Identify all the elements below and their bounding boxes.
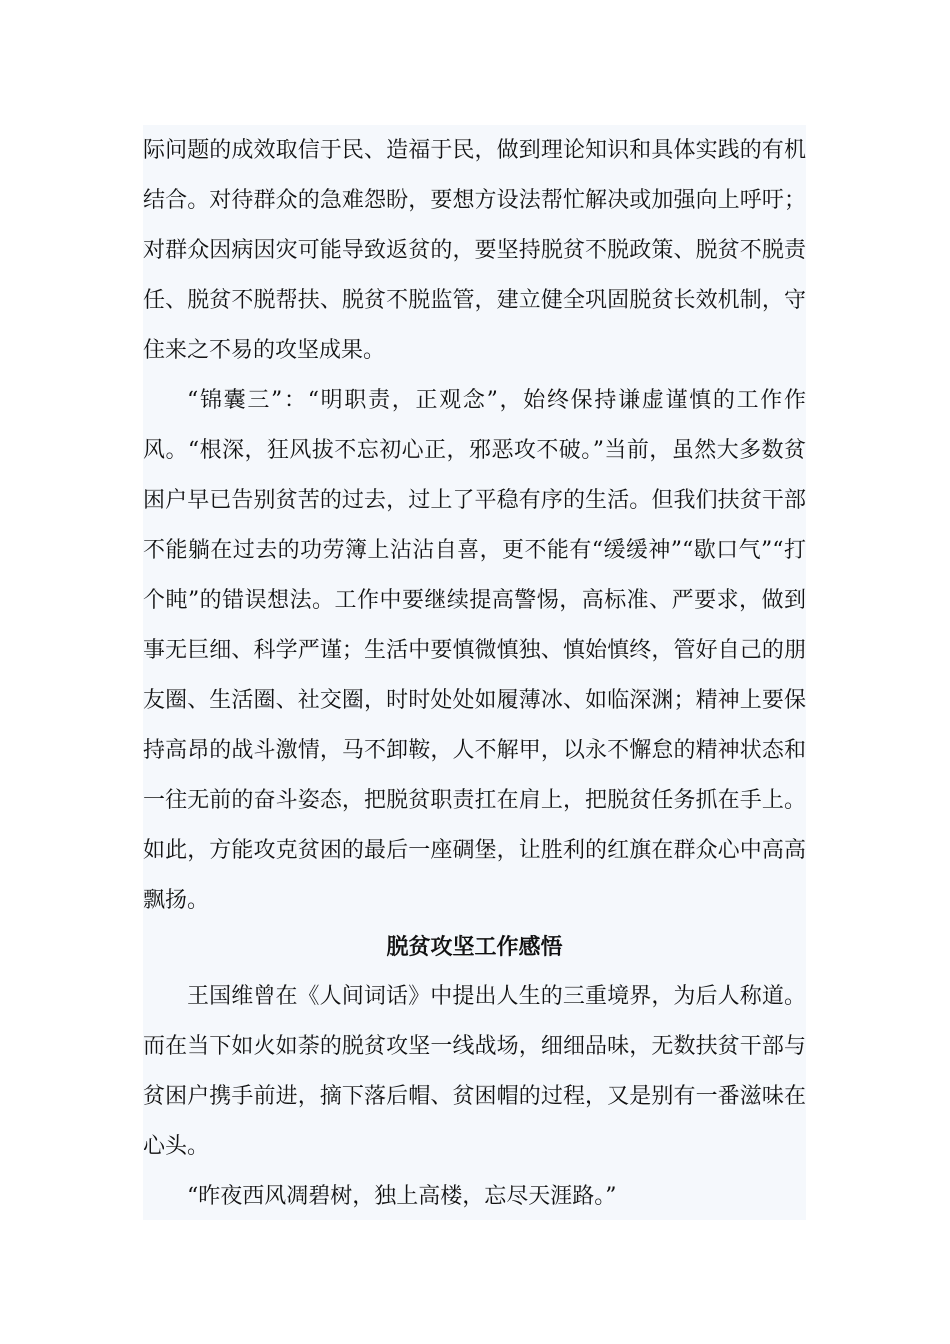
document-text-block xyxy=(143,125,806,1220)
paragraph-3: 王国维曾在《人间词话》中提出人生的三重境界，为后人称道。而在当下如火如荼的脱贫攻坚一线战场，细细品味，无数扶贫干部与贫困户携手前进，摘下落后帽、贫困帽的过程，又是别有一番滋味在心头。 xyxy=(143,984,806,1159)
paragraph-4: “昨夜西风凋碧树，独上高楼，忘尽天涯路。” xyxy=(187,1184,617,1209)
section-heading: 脱贫攻坚工作感悟 xyxy=(386,934,563,960)
paragraph-1: 际问题的成效取信于民、造福于民，做到理论知识和具体实践的有机结合。对待群众的急难怨盼，要想方设法帮忙解决或加强向上呼吁；对群众因病因灾可能导致返贫的，要坚持脱贫不脱政策、脱贫不脱责任、脱贫不脱帮扶、脱贫不脱监管，建立健全巩固脱贫长效机制，守住来之不易的攻坚成果。 xyxy=(143,138,806,363)
paragraph-2: “锦囊三”：“明职责，正观念”，始终保持谦虚谨慎的工作作风。“根深，狂风拔不忘初心正，邪恶攻不破。”当前，虽然大多数贫困户早已告别贫苦的过去，过上了平稳有序的生活。但我们扶贫干部不能躺在过去的功劳簿上沾沾自喜，更不能有“缓缓神”“歇口气”“打个盹”的错误想法。工作中要继续提高警惕，高标准、严要求，做到事无巨细、科学严谨；生活中要慎微慎独、慎始慎终，管好自己的朋友圈、生活圈、社交圈，时时处处如履薄冰、如临深渊；精神上要保持高昂的战斗激情，马不卸鞍，人不解甲，以永不懈怠的精神状态和一往无前的奋斗姿态，把脱贫职责扛在肩上，把脱贫任务抓在手上。如此，方能攻克贫困的最后一座碉堡，让胜利的红旗在群众心中高高飘扬。 xyxy=(143,388,806,913)
